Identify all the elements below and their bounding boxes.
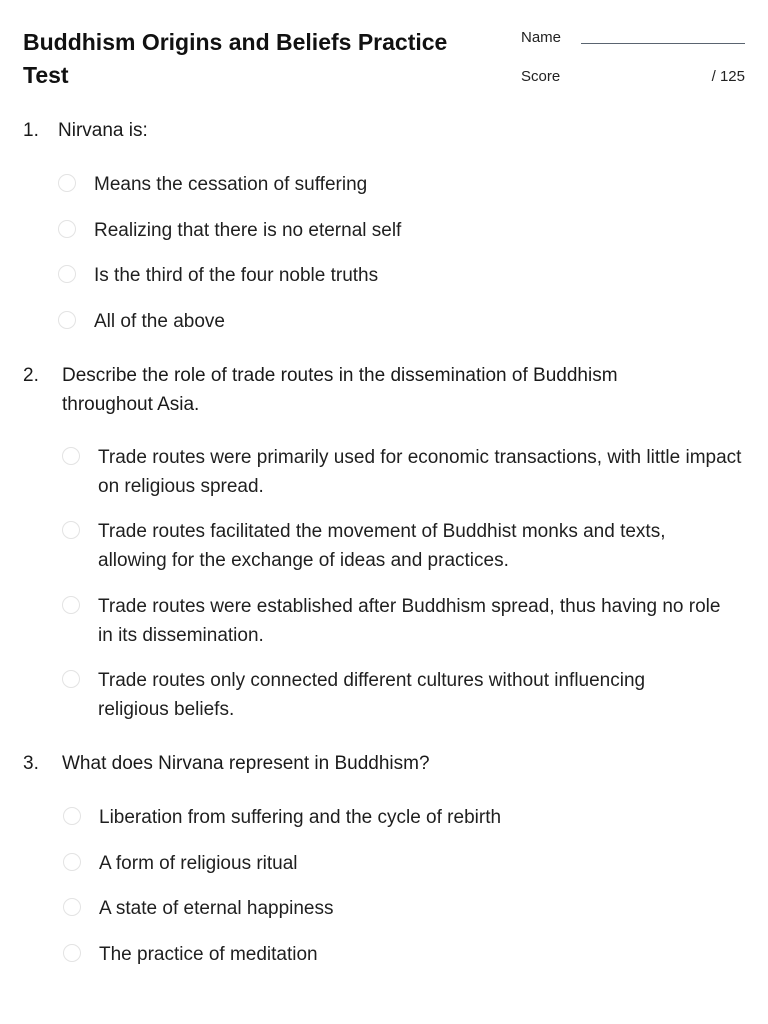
answer-option-text: All of the above [94,311,225,332]
radio-button[interactable] [62,447,80,465]
question-text: Describe the role of trade routes in the dissemination of Buddhism throughout Asia. [62,365,618,415]
question-number: 2. [23,365,39,386]
answer-option-text: Means the cessation of suffering [94,174,368,195]
answer-option-text: Trade routes were primarily used for economic transactions, with little impact on religious spread. [98,447,742,497]
radio-button[interactable] [63,898,81,916]
name-label: Name [521,29,562,46]
score-label: Score [521,68,561,85]
question-number: 3. [23,753,39,774]
radio-button[interactable] [63,944,81,962]
score-total: / 125 [711,68,745,85]
answer-option[interactable] [63,803,753,832]
question-text: What does Nirvana represent in Buddhism? [62,753,430,774]
question-2 [23,361,743,726]
answer-option-text: Realizing that there is no eternal self [94,220,402,241]
answer-option[interactable] [58,170,748,199]
radio-button[interactable] [62,521,80,539]
page-title: Buddhism Origins and Beliefs Practice Test [23,29,448,88]
answer-option-text: Liberation from suffering and the cycle of rebirth [99,807,502,828]
answer-option-text: Is the third of the four noble truths [94,265,379,286]
name-field-line[interactable] [581,43,745,44]
answer-option[interactable] [62,517,752,575]
answer-option[interactable] [58,307,748,336]
radio-button[interactable] [62,670,80,688]
radio-button[interactable] [58,174,76,192]
answer-option[interactable] [62,666,752,724]
answer-option-text: Trade routes were established after Buddhism spread, thus having no role in its dissemination. [98,596,721,646]
question-text: Nirvana is: [58,120,148,141]
answer-option[interactable] [63,894,753,923]
question-1 [23,116,743,336]
question-number: 1. [23,120,39,141]
answer-option-text: Trade routes only connected different cultures without influencing religious beliefs. [98,670,646,720]
radio-button[interactable] [58,220,76,238]
answer-option-text: A form of religious ritual [99,853,298,874]
answer-option[interactable] [62,443,752,501]
radio-button[interactable] [58,311,76,329]
worksheet-header [23,26,745,96]
answer-option[interactable] [58,216,748,245]
answer-option-text: The practice of meditation [99,944,318,965]
radio-button[interactable] [58,265,76,283]
radio-button[interactable] [62,596,80,614]
radio-button[interactable] [63,853,81,871]
answer-option[interactable] [62,592,752,650]
answer-option-text: A state of eternal happiness [99,898,334,919]
question-3 [23,749,743,969]
answer-option[interactable] [63,940,753,969]
answer-option-text: Trade routes facilitated the movement of Buddhist monks and texts, allowing for the exchange of ideas and practices. [98,521,666,571]
answer-option[interactable] [58,261,748,290]
answer-option[interactable] [63,849,753,878]
radio-button[interactable] [63,807,81,825]
